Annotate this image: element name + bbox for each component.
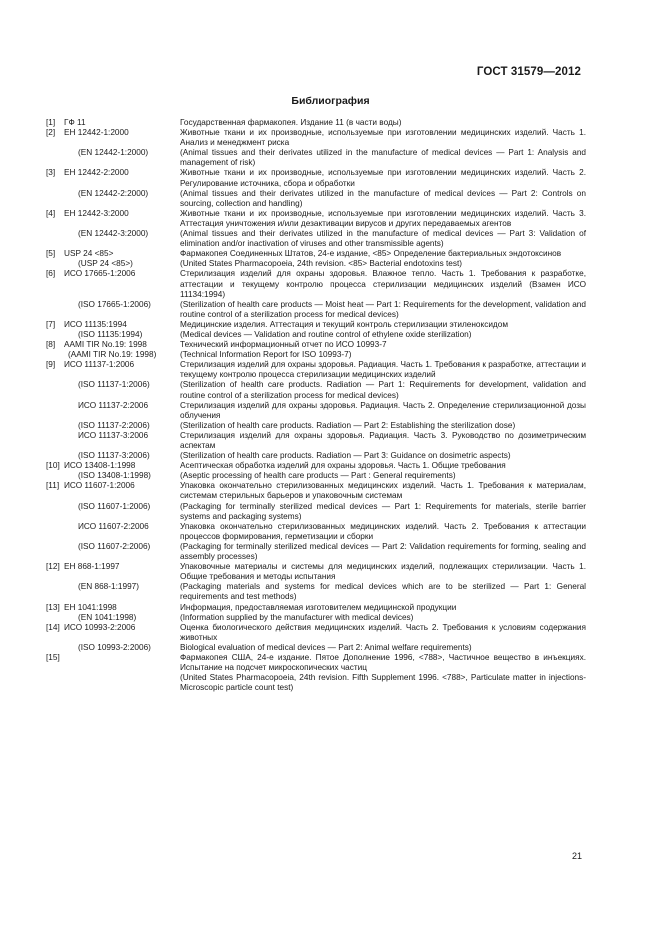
bibliography-entry: [46, 269, 586, 299]
entry-description: Информация, предоставляемая изготовителем медицинской продукции: [180, 602, 457, 612]
entry-number: [9]: [46, 360, 56, 370]
entry-reference: (ISO 11607-1:2006): [78, 501, 151, 511]
entry-description: (Packaging for terminally sterilized medical devices — Part 1: Requirements for materials, sterile barrier systems and packaging systems): [180, 501, 586, 521]
bibliography-entry: [46, 431, 586, 451]
entry-description: (Packaging materials and systems for medical devices which are to be sterilized — Part 1: General requirements and test methods): [180, 582, 586, 602]
entry-description: Асептическая обработка изделий для охраны здоровья. Часть 1. Общие требования: [180, 461, 506, 471]
bibliography-entry: [46, 340, 586, 350]
bibliography-entry: [46, 451, 586, 461]
entry-reference: (EN 12442-1:2000): [78, 148, 149, 158]
bibliography-entry: [46, 209, 586, 229]
bibliography-entry: [46, 259, 586, 269]
entry-reference: (USP 24 <85>): [78, 259, 133, 269]
entry-number: [46, 148, 64, 168]
entry-number: [46, 300, 64, 320]
entry-reference: ЕН 12442-3:2000: [64, 208, 129, 218]
entry-reference: ЕН 12442-2:2000: [64, 168, 129, 178]
entry-number: [46, 522, 64, 542]
entry-reference: (AAMI TIR No.19: 1998): [68, 350, 157, 360]
bibliography-entry: [46, 623, 586, 643]
entry-number: [46, 643, 64, 653]
entry-description: Упаковочные материалы и системы для медицинских изделий, подлежащих стерилизации. Часть 1. Общие требования и методы испытания: [180, 562, 586, 582]
entry-reference: ИСО 10993-2:2006: [64, 622, 136, 632]
entry-description: Фармакопея Соединенных Штатов, 24-е издание, <85> Определение бактериальных эндотоксинов: [180, 249, 562, 259]
bibliography-entry: [46, 128, 586, 148]
entry-number: [13]: [46, 602, 60, 612]
entry-number: [46, 582, 64, 602]
entry-number: [11]: [46, 481, 60, 491]
entry-number: [5]: [46, 249, 56, 259]
entry-number: [1]: [46, 118, 56, 127]
bibliography-entry: [46, 421, 586, 431]
entry-description: (Sterilization of health care products. Radiation — Part 3: Guidance on dosimetric aspects): [180, 451, 511, 461]
entry-description: Животные ткани и их производные, используемые при изготовлении медицинских изделий. Часть 2. Регулирование источника, сбора и обработки: [180, 168, 586, 188]
entry-description: (Packaging for terminally sterilized medical devices — Part 2: Validation requirements for forming, sealing and assembly processes): [180, 541, 586, 562]
entry-number: [4]: [46, 208, 56, 218]
entry-reference: ИСО 11607-2:2006: [78, 521, 149, 531]
entry-reference: (ISO 17665-1:2006): [78, 299, 151, 309]
entry-reference: ГФ 11: [64, 118, 86, 127]
entry-reference: (ISO 11135:1994): [78, 329, 143, 339]
entry-description: Фармакопея США, 24-е издание. Пятое Дополнение 1996, <788>, Частичное вещество в инъекциях. Испытание на подсчет микроскопических частиц: [180, 652, 586, 673]
entry-reference: (ISO 11137-2:2006): [78, 420, 150, 430]
entry-reference: ИСО 11137-1:2006: [64, 360, 135, 370]
entry-number: [46, 613, 64, 623]
entry-description: Упаковка окончательно стерилизованных медицинских изделий. Часть 1. Требования к материалам, системам стерильных барьеров и упаковочным системам: [180, 481, 586, 501]
entry-description: Стерилизация изделий для охраны здоровья. Влажное тепло. Часть 1. Требования к разработке, аттестации и текущему контролю процесса стерилизации медицинских изделий (Взамен ИСО 11134:1994): [180, 269, 586, 299]
entry-number: [46, 189, 64, 209]
entry-description: Стерилизация изделий для охраны здоровья. Радиация. Часть 3. Руководство по дозиметрическим аспектам: [180, 430, 586, 450]
entry-reference: ИСО 11137-2:2006: [78, 400, 149, 410]
bibliography-entry: [46, 330, 586, 340]
page-number: 21: [571, 851, 582, 861]
entry-number: [46, 502, 64, 522]
entry-reference: (ISO 11137-1:2006): [78, 380, 150, 390]
entry-number: [46, 401, 64, 421]
entry-reference: ЕН 1041:1998: [64, 602, 117, 612]
entry-number: [10]: [46, 461, 60, 471]
entry-reference: (EN 868-1:1997): [78, 582, 139, 592]
bibliography-entry: [46, 643, 586, 653]
bibliography-entry: [46, 522, 586, 542]
entry-number: [2]: [46, 128, 56, 138]
bibliography-entry: [46, 562, 586, 582]
entry-reference: (EN 12442-3:2000): [78, 229, 149, 239]
entry-number: [46, 451, 64, 461]
entry-reference: (ISO 13408-1:1998): [78, 471, 151, 481]
entry-number: [14]: [46, 622, 60, 632]
bibliography-entry: [46, 300, 586, 320]
entry-number: [46, 229, 64, 249]
standard-designation: ГОСТ 31579—2012: [476, 66, 581, 78]
entry-description: Оценка биологического действия медицинских изделий. Часть 2. Требования к условиям содержания животных: [180, 622, 586, 642]
entry-description: Технический информационный отчет по ИСО 10993-7: [180, 340, 387, 350]
entry-reference: ИСО 17665-1:2006: [64, 269, 136, 279]
entry-description: Стерилизация изделий для охраны здоровья. Радиация. Часть 2. Определение стерилизационной дозы облучения: [180, 400, 586, 420]
entry-reference: ИСО 11135:1994: [64, 319, 127, 329]
bibliography-entry: [46, 189, 586, 209]
entry-number: [46, 330, 64, 340]
entry-description: Стерилизация изделий для охраны здоровья. Радиация. Часть 1. Требования к разработке, аттестации и текущему контролю процесса стерилизации медицинских изделий: [180, 360, 586, 380]
entry-description: (Sterilization of health care products. Radiation — Part 1: Requirements for development, validation and routine control of a sterilization process for medical devices): [180, 380, 586, 400]
entry-description: Животные ткани и их производные, используемые при изготовлении медицинских изделий. Часть 1. Анализ и менеджмент риска: [180, 128, 586, 148]
bibliography-entry: [46, 502, 586, 522]
bibliography-entry: [46, 603, 586, 613]
bibliography-entry: [46, 320, 586, 330]
bibliography-entry: [46, 471, 586, 481]
entry-description: (Technical Information Report for ISO 10993-7): [180, 350, 352, 360]
entry-reference: ИСО 11137-3:2006: [78, 430, 149, 440]
bibliography-entry: [46, 582, 586, 602]
entry-reference: ИСО 13408-1:1998: [64, 461, 136, 471]
entry-description: (United States Pharmacopoeia, 24th revision. <85> Bacterial endotoxins test): [180, 259, 463, 269]
entry-description: (Animal tissues and their derivates utilized in the manufacture of medical devices — Part 3: Validation of elimination and/or inactivation of viruses and other transmissible agents): [180, 229, 586, 249]
entry-number: [46, 542, 64, 562]
bibliography-entry: [46, 401, 586, 421]
entry-description: Животные ткани и их производные, используемые при изготовлении медицинских изделий. Часть 3. Аттестация уничтожения и/или дезактивации вирусов и других передаваемых агентов: [180, 208, 586, 228]
bibliography-list: [46, 118, 586, 693]
entry-description: Медицинские изделия. Аттестация и текущий контроль стерилизации этиленоксидом: [180, 319, 509, 329]
bibliography-entry: [46, 148, 586, 168]
entry-number: [46, 350, 64, 360]
bibliography-entry: [46, 613, 586, 623]
entry-reference: [64, 673, 180, 693]
bibliography-entry: [46, 673, 586, 693]
bibliography-title: Библиография: [291, 95, 370, 107]
bibliography-entry: [46, 542, 586, 562]
entry-reference: ЕН 12442-1:2000: [64, 128, 129, 138]
entry-number: [46, 421, 64, 431]
bibliography-entry: [46, 229, 586, 249]
entry-description: (Medical devices — Validation and routine control of ethylene oxide sterilization): [180, 329, 472, 339]
entry-number: [15]: [46, 652, 60, 662]
entry-number: [7]: [46, 319, 56, 329]
entry-description: (Sterilization of health care products. Radiation — Part 2: Establishing the sterilization dose): [180, 420, 516, 430]
entry-description: (United States Pharmacopoeia, 24th revision. Fifth Supplement 1996. <788>, Particulate matter in injections-Microscopic particle count test): [180, 673, 586, 693]
entry-description: (Animal tissues and their derivates utilized in the manufacture of medical devices — Part 1: Analysis and management of risk): [180, 148, 586, 168]
entry-reference: ЕН 868-1:1997: [64, 562, 120, 572]
entry-number: [46, 259, 64, 269]
bibliography-entry: [46, 350, 586, 360]
bibliography-entry: [46, 360, 586, 380]
entry-description: (Aseptic processing of health care products — Part : General requirements): [180, 471, 456, 481]
entry-number: [46, 431, 64, 451]
entry-description: (Animal tissues and their derivates utilized in the manufacture of medical devices — Part 2: Controls on sourcing, collection and handling): [180, 188, 586, 208]
entry-reference: [64, 653, 180, 673]
bibliography-entry: [46, 481, 586, 501]
bibliography-entry: [46, 653, 586, 673]
entry-reference: AAMI TIR No.19: 1998: [64, 340, 147, 350]
entry-description: Государственная фармакопея. Издание 11 (в части воды): [180, 118, 402, 127]
entry-reference: (ISO 11137-3:2006): [78, 451, 150, 461]
entry-number: [6]: [46, 269, 56, 279]
entry-reference: (ISO 10993-2:2006): [78, 642, 151, 652]
entry-number: [46, 673, 64, 693]
entry-reference: ИСО 11607-1:2006: [64, 481, 135, 491]
entry-number: [46, 380, 64, 400]
entry-number: [46, 471, 64, 481]
entry-reference: (EN 12442-2:2000): [78, 188, 149, 198]
entry-description: (Sterilization of health care products — Moist heat — Part 1: Requirements for the development, validation and routine control of a sterilization process for medical devices): [180, 299, 586, 319]
entry-description: Упаковка окончательно стерилизованных медицинских изделий. Часть 2. Требования к аттестации процессов формирования, герметизации и сборки: [180, 521, 586, 541]
entry-description: Biological evaluation of medical devices — Part 2: Animal welfare requirements): [180, 642, 472, 652]
entry-reference: USP 24 <85>: [64, 249, 114, 259]
bibliography-entry: [46, 461, 586, 471]
bibliography-entry: [46, 380, 586, 400]
entry-reference: (ISO 11607-2:2006): [78, 541, 151, 551]
entry-number: [12]: [46, 562, 60, 572]
entry-number: [3]: [46, 168, 56, 178]
entry-reference: (EN 1041:1998): [78, 612, 137, 622]
bibliography-entry: [46, 249, 586, 259]
bibliography-entry: [46, 168, 586, 188]
entry-description: (Information supplied by the manufacturer with medical devices): [180, 612, 414, 622]
bibliography-entry: [46, 118, 586, 128]
entry-number: [8]: [46, 340, 56, 350]
